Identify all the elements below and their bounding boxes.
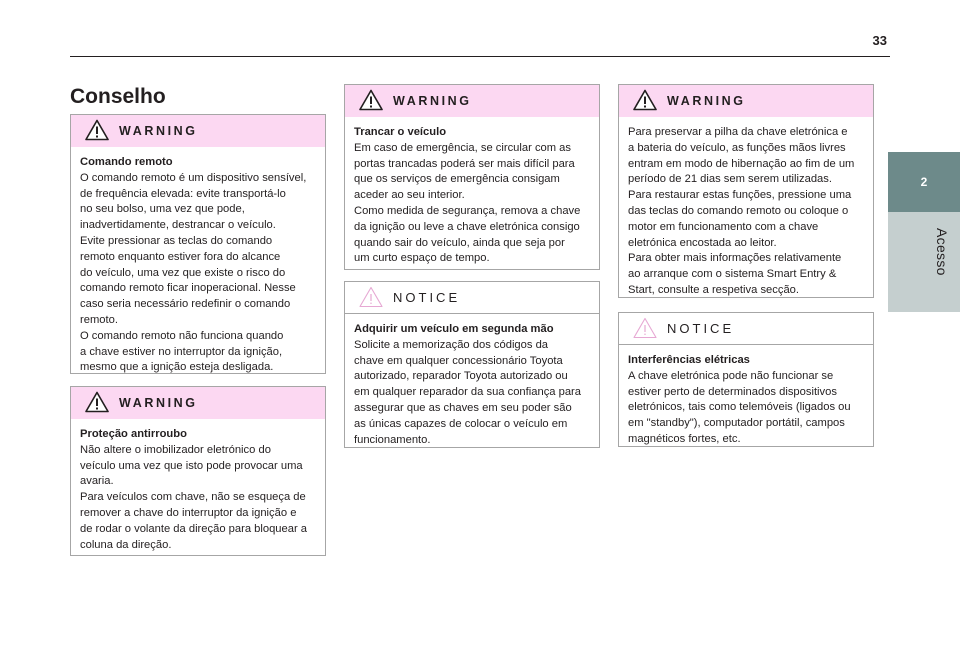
body-line: as únicas capazes de colocar o veículo em xyxy=(354,417,568,430)
body-line: aceder ao seu interior. xyxy=(354,189,465,202)
notice-body xyxy=(345,314,599,455)
body-line: Solicite a memorização dos códigos da xyxy=(354,338,549,351)
body-line: eletrónicos, tais como telemóveis (ligados ou xyxy=(628,401,851,414)
notice-subtitle: Interferências elétricas xyxy=(628,354,750,366)
notice-header xyxy=(345,282,599,314)
body-line: funcionamento. xyxy=(354,433,431,446)
body-line: comando remoto ficar inoperacional. Nesse xyxy=(80,282,296,295)
body-line: a chave estiver no interruptor da ignição, xyxy=(80,345,283,358)
body-line: Para preservar a pilha da chave eletrónica e xyxy=(628,126,848,138)
body-line: magnéticos fortes, etc. xyxy=(628,432,741,445)
body-line: ao arranque com o sistema Smart Entry & xyxy=(628,268,837,281)
body-line: A chave eletrónica pode não funcionar se xyxy=(628,369,834,382)
body-line: caso seria necessário redefinir o comando xyxy=(80,298,291,311)
warning-triangle-icon xyxy=(359,89,383,111)
body-line: das teclas do comando remoto ou coloque o xyxy=(628,204,849,217)
warning-subtitle: Comando remoto xyxy=(80,156,173,168)
body-line: O comando remoto é um dispositivo sensível, xyxy=(80,171,307,184)
body-line: entram em modo de hibernação ao fim de um xyxy=(628,157,855,170)
body-line: Evite pressionar as teclas do comando xyxy=(80,234,273,247)
body-line: um curto espaço de tempo. xyxy=(354,252,490,265)
body-line: remoto enquanto estiver fora do alcance xyxy=(80,250,281,263)
warning-box-battery xyxy=(618,84,874,298)
body-line: veículo uma vez que isto pode provocar uma xyxy=(80,459,303,472)
notice-heading: NOTICE xyxy=(667,321,735,336)
warning-heading: WARNING xyxy=(119,124,198,138)
body-line: remover a chave do interruptor da ignição e xyxy=(80,506,297,519)
warning-heading: WARNING xyxy=(393,94,472,108)
body-line: Não altere o imobilizador eletrónico do xyxy=(80,443,271,456)
body-line: coluna da direção. xyxy=(80,538,172,551)
body-line: Como medida de segurança, remova a chave xyxy=(354,204,581,217)
notice-triangle-icon xyxy=(633,317,657,339)
notice-heading: NOTICE xyxy=(393,290,461,305)
body-line: que os serviços de emergência consigam xyxy=(354,173,560,186)
body-line: inadvertidamente, destrancar o veículo. xyxy=(80,219,276,232)
body-line: eletrónica encostada ao leitor. xyxy=(628,236,777,249)
chapter-tab[interactable]: 2 xyxy=(888,152,960,212)
body-line: em "standby"), computador portátil, campos xyxy=(628,417,845,430)
chapter-label: Acesso xyxy=(934,228,950,276)
warning-body xyxy=(345,117,599,274)
body-line: Para veículos com chave, não se esqueça de xyxy=(80,491,306,504)
warning-heading: WARNING xyxy=(119,396,198,410)
notice-subtitle: Adquirir um veículo em segunda mão xyxy=(354,323,554,335)
body-line: remoto. xyxy=(80,313,118,326)
warning-subtitle: Trancar o veículo xyxy=(354,126,447,138)
notice-box-second-hand xyxy=(344,281,600,448)
body-line: quando sair do veículo, ainda que seja por xyxy=(354,236,565,249)
warning-header xyxy=(71,387,325,419)
body-line: avaria. xyxy=(80,475,114,488)
notice-header xyxy=(619,313,873,345)
warning-box-remote-control xyxy=(70,114,326,374)
warning-body xyxy=(619,117,873,306)
body-line: motor em funcionamento com a chave xyxy=(628,220,819,233)
warning-triangle-icon xyxy=(85,391,109,413)
body-line: O comando remoto não funciona quando xyxy=(80,329,284,342)
header-divider xyxy=(70,56,890,57)
body-line: período de 21 dias sem serem utilizadas. xyxy=(628,173,832,186)
warning-box-anti-theft xyxy=(70,386,326,556)
warning-header xyxy=(71,115,325,147)
body-line: da ignição ou leve a chave eletrónica consigo xyxy=(354,220,580,233)
warning-body xyxy=(71,147,325,383)
body-line: assegurar que as chaves em seu poder são xyxy=(354,401,572,414)
notice-body xyxy=(619,345,873,455)
body-line: estiver perto de determinados dispositivos xyxy=(628,385,837,398)
notice-triangle-icon xyxy=(359,286,383,308)
body-line: Para restaurar estas funções, pressione uma xyxy=(628,189,852,202)
body-line: a bateria do veículo, as funções mãos livres xyxy=(628,141,846,154)
body-line: de frequência elevada: evite transportá-lo xyxy=(80,187,286,200)
body-line: de rodar o volante da direção para bloquear a xyxy=(80,522,308,535)
warning-triangle-icon xyxy=(633,89,657,111)
body-line: portas trancadas poderá ser mais difícil para xyxy=(354,157,575,170)
body-line: Start, consulte a respetiva secção. xyxy=(628,283,800,296)
notice-box-interference xyxy=(618,312,874,447)
warning-subtitle: Proteção antirroubo xyxy=(80,428,187,440)
warning-box-locking xyxy=(344,84,600,270)
page-number: 33 xyxy=(872,33,887,48)
chapter-label-tab[interactable] xyxy=(888,212,960,312)
warning-header xyxy=(345,85,599,117)
body-line: no seu bolso, uma vez que pode, xyxy=(80,203,245,216)
section-title: Conselho xyxy=(70,85,166,108)
body-line: chave em qualquer concessionário Toyota xyxy=(354,354,563,367)
body-line: Em caso de emergência, se circular com as xyxy=(354,141,571,154)
warning-header xyxy=(619,85,873,117)
warning-body xyxy=(71,419,325,560)
body-line: autorizado, reparador Toyota autorizado ou xyxy=(354,370,568,383)
warning-triangle-icon xyxy=(85,119,109,141)
body-line: em qualquer reparador da sua confiança para xyxy=(354,386,582,399)
body-line: Para obter mais informações relativamente xyxy=(628,252,842,265)
body-line: mesmo que a ignição esteja desligada. xyxy=(80,361,274,374)
warning-heading: WARNING xyxy=(667,94,746,108)
body-line: do veículo, uma vez que existe o risco do xyxy=(80,266,286,279)
